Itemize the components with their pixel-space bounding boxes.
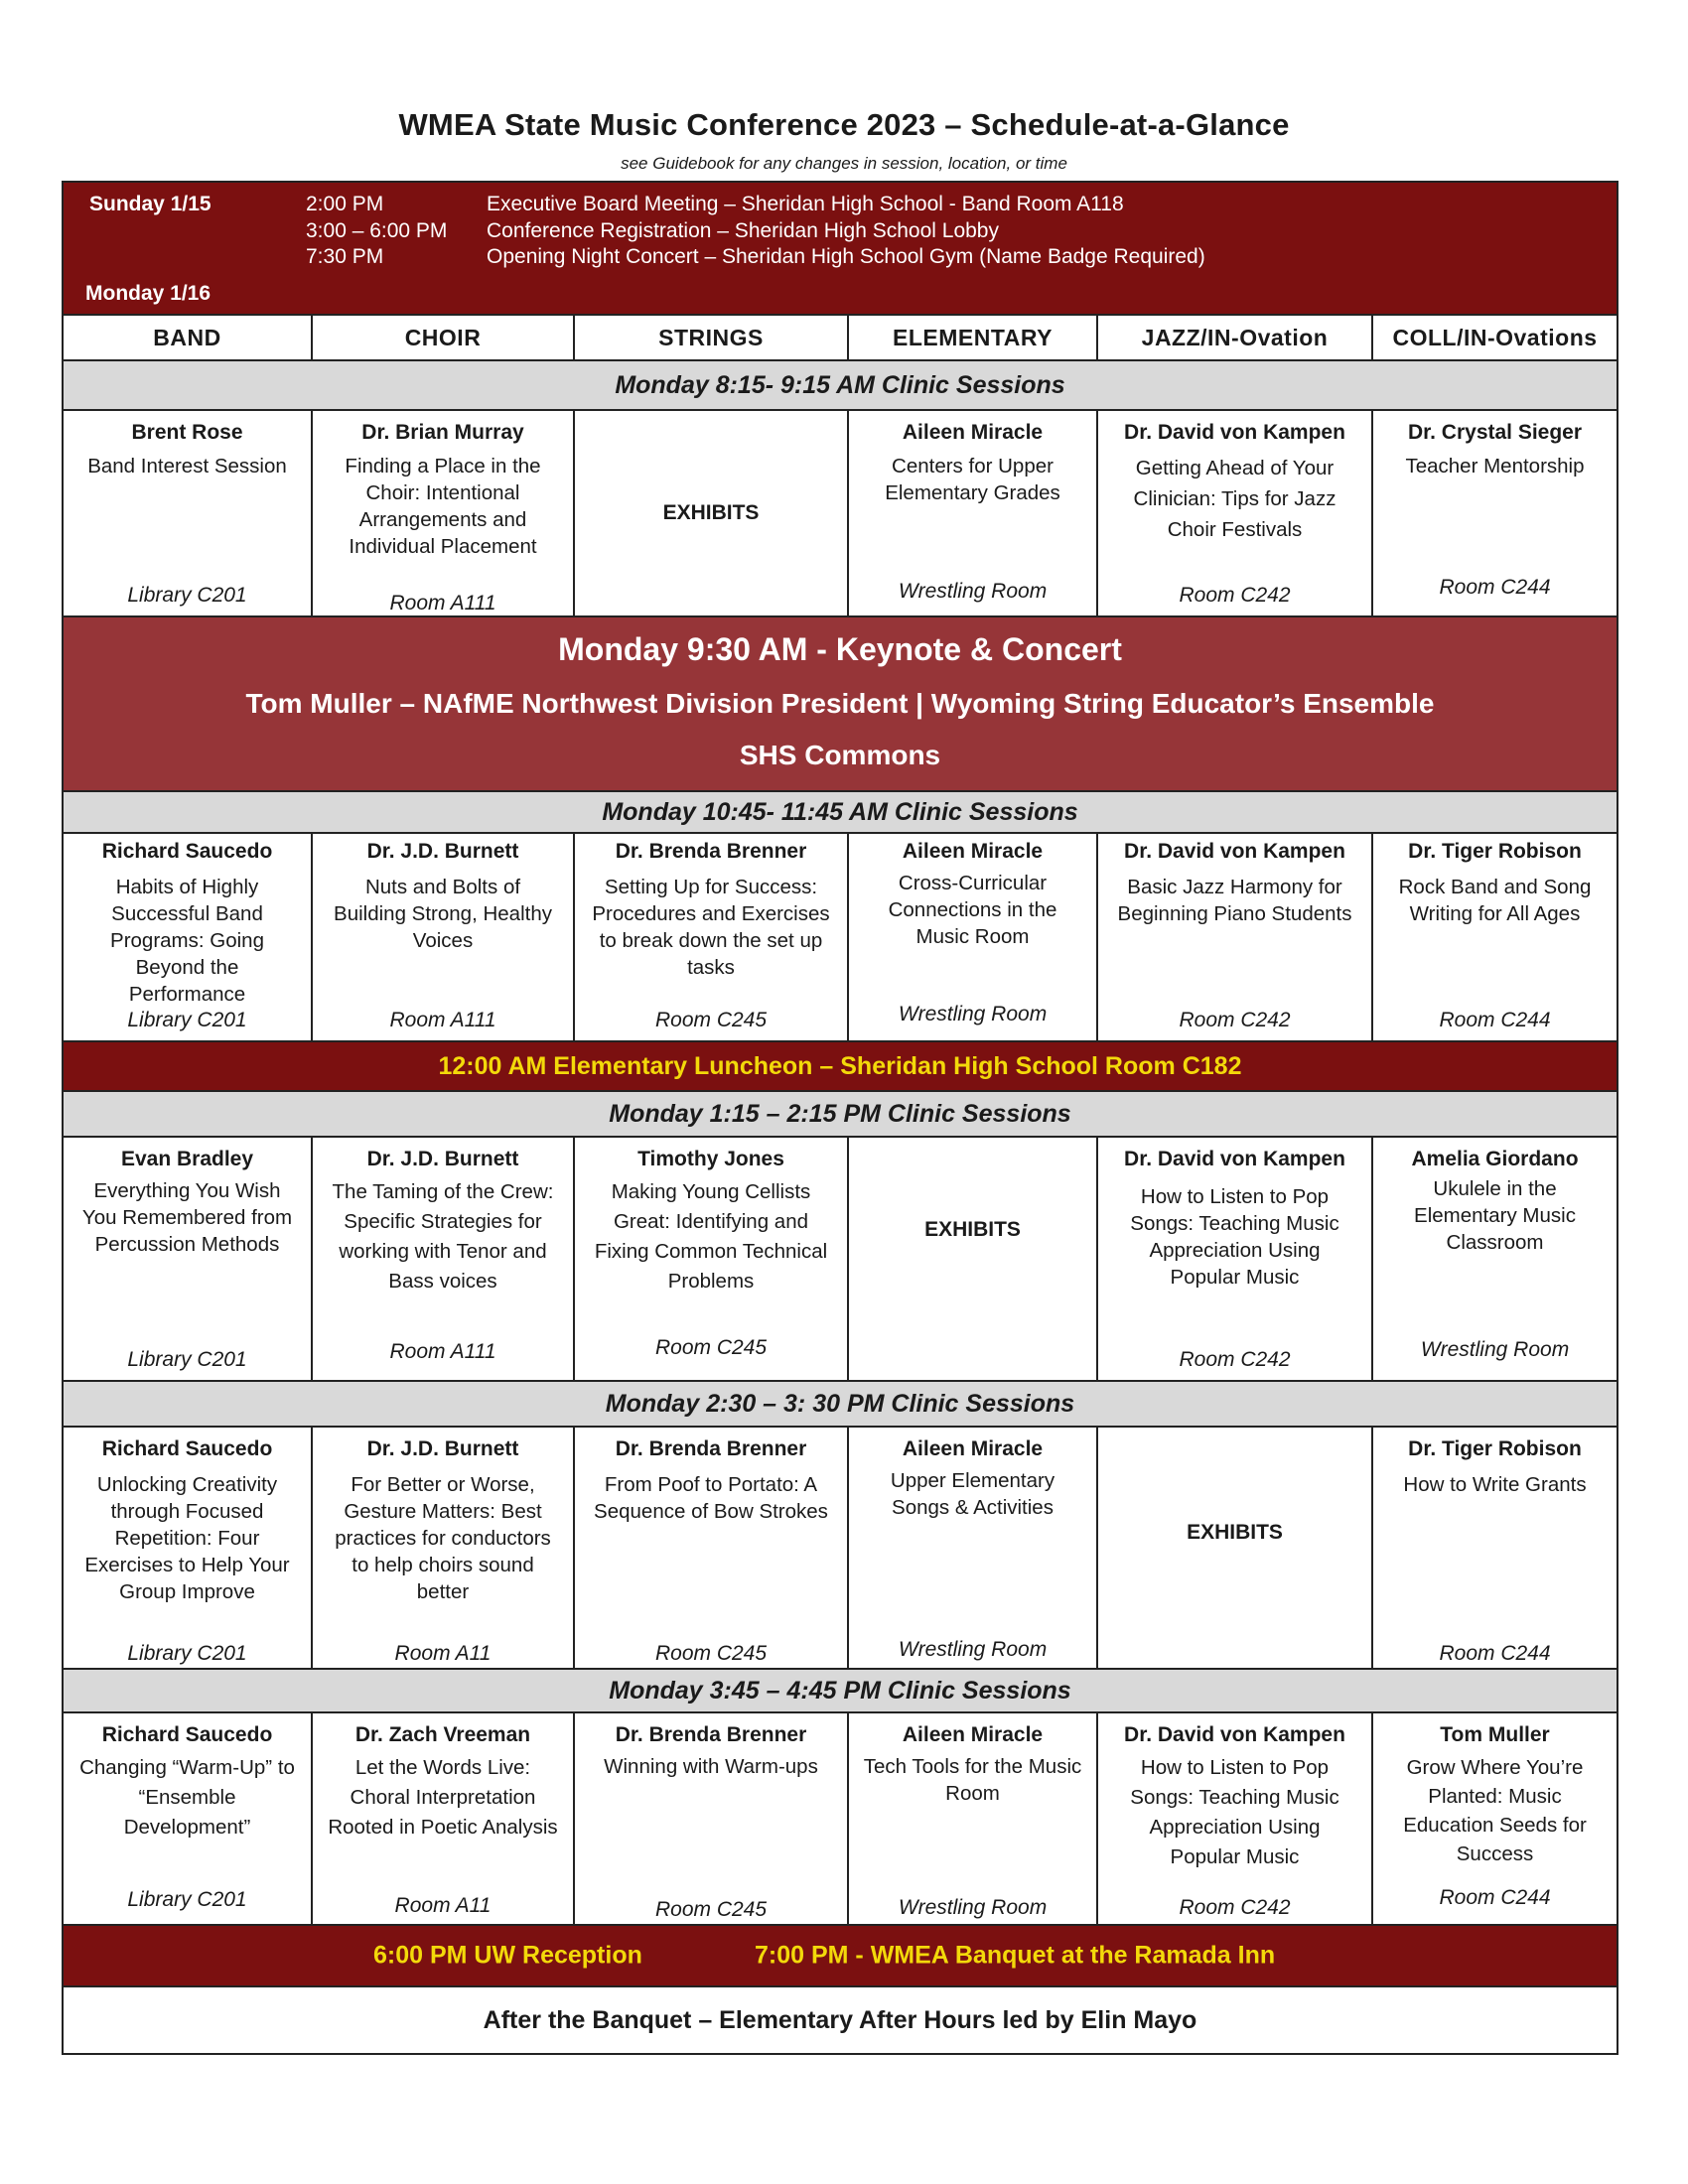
session-cell — [575, 1138, 849, 1380]
column-header: CHOIR — [313, 316, 575, 359]
session-slot-header: Monday 8:15- 9:15 AM Clinic Sessions — [64, 361, 1617, 411]
session-cell — [64, 1713, 313, 1924]
session-cell — [313, 1138, 575, 1380]
session-row — [64, 1428, 1617, 1668]
session-cell — [64, 411, 313, 615]
room-label: Room C242 — [1179, 1009, 1291, 1031]
column-header: STRINGS — [575, 316, 849, 359]
keynote-banner — [64, 615, 1617, 790]
column-header-row — [64, 314, 1617, 361]
presenter-name: Dr. David von Kampen — [1124, 840, 1345, 863]
room-label: Room C245 — [654, 1642, 768, 1665]
session-title: Teacher Mentorship — [1405, 455, 1585, 478]
session-title: Tech Tools for the Music Room — [863, 1755, 1082, 1805]
presenter-name: Richard Saucedo — [101, 840, 273, 863]
session-cell — [1373, 834, 1617, 1040]
presenter-name: Richard Saucedo — [101, 1723, 273, 1746]
session-cell — [1098, 1138, 1373, 1380]
sunday-date: Sunday 1/15 — [89, 193, 211, 215]
session-cell — [1373, 1713, 1617, 1924]
room-label: Wrestling Room — [898, 1003, 1048, 1025]
session-row — [64, 411, 1617, 615]
presenter-name: Brent Rose — [131, 421, 243, 444]
room-label: Room A111 — [389, 1340, 496, 1363]
session-title: Upper Elementary Songs & Activities — [890, 1469, 1055, 1519]
session-title: The Taming of the Crew: Specific Strategies for working with Tenor and Bass voices — [332, 1180, 554, 1293]
presenter-name: Dr. Brenda Brenner — [615, 840, 807, 863]
room-label: Room C244 — [1439, 1009, 1551, 1031]
session-title: Cross-Curricular Connections in the Music Room — [888, 872, 1057, 948]
room-label: Wrestling Room — [1420, 1338, 1570, 1361]
session-title: Finding a Place in the Choir: Intentional Arrangements and Individual Placement — [345, 455, 541, 558]
room-label: Library C201 — [127, 584, 247, 607]
presenter-name: Tom Muller — [1440, 1723, 1550, 1746]
presenter-name: Richard Saucedo — [101, 1437, 273, 1460]
exhibits-label: EXHIBITS — [1187, 1521, 1283, 1545]
session-title: How to Listen to Pop Songs: Teaching Music Appreciation Using Popular Music — [1130, 1756, 1339, 1868]
session-cell — [64, 834, 313, 1040]
presenter-name: Dr. David von Kampen — [1124, 1723, 1345, 1746]
event-time: 7:30 PM — [306, 245, 384, 268]
presenter-name: Aileen Miracle — [902, 1723, 1044, 1746]
room-label: Library C201 — [127, 1642, 247, 1665]
session-cell — [313, 1428, 575, 1668]
session-cell — [313, 834, 575, 1040]
session-row — [64, 1138, 1617, 1380]
session-row — [64, 834, 1617, 1040]
session-row — [64, 1713, 1617, 1924]
presenter-name: Aileen Miracle — [902, 421, 1044, 444]
session-title: Rock Band and Song Writing for All Ages — [1398, 876, 1592, 925]
presenter-name: Dr. Tiger Robison — [1408, 1437, 1582, 1460]
session-cell — [849, 834, 1098, 1040]
column-header: BAND — [64, 316, 313, 359]
session-cell — [849, 1428, 1098, 1668]
session-title: How to Write Grants — [1403, 1473, 1587, 1496]
presenter-name: Timothy Jones — [637, 1148, 784, 1170]
luncheon-banner: 12:00 AM Elementary Luncheon – Sheridan High School Room C182 — [64, 1040, 1617, 1090]
room-label: Library C201 — [127, 1888, 247, 1911]
session-cell — [64, 1428, 313, 1668]
reception-label: 6:00 PM UW Reception — [373, 1941, 642, 1970]
session-title: Band Interest Session — [87, 455, 287, 478]
presenter-name: Dr. Brenda Brenner — [615, 1723, 807, 1746]
session-cell — [1373, 1428, 1617, 1668]
column-header: JAZZ/IN-Ovation — [1098, 316, 1373, 359]
session-title: Changing “Warm-Up” to “Ensemble Development” — [79, 1756, 295, 1839]
session-title: Grow Where You’re Planted: Music Education Seeds for Success — [1403, 1756, 1587, 1865]
event-desc: Opening Night Concert – Sheridan High School Gym (Name Badge Required) — [487, 245, 1205, 268]
banquet-label: 7:00 PM - WMEA Banquet at the Ramada Inn — [755, 1941, 1276, 1970]
presenter-name: Dr. Crystal Sieger — [1407, 421, 1583, 444]
presenter-name: Dr. Brian Murray — [361, 421, 524, 444]
presenter-name: Dr. Brenda Brenner — [615, 1437, 807, 1460]
presenter-name: Evan Bradley — [120, 1148, 254, 1170]
session-cell — [575, 1713, 849, 1924]
monday-date: Monday 1/16 — [85, 282, 211, 305]
session-title: Getting Ahead of Your Clinician: Tips for Jazz Choir Festivals — [1133, 457, 1336, 541]
session-cell — [849, 1713, 1098, 1924]
after-hours-note: After the Banquet – Elementary After Hours led by Elin Mayo — [64, 1985, 1617, 2053]
room-label: Wrestling Room — [898, 1896, 1048, 1919]
schedule-table — [62, 181, 1618, 2055]
session-cell — [1098, 834, 1373, 1040]
event-time: 3:00 – 6:00 PM — [306, 219, 448, 242]
session-cell — [849, 411, 1098, 615]
event-desc: Executive Board Meeting – Sheridan High School - Band Room A118 — [487, 193, 1124, 215]
presenter-name: Aileen Miracle — [902, 840, 1044, 863]
session-title: How to Listen to Pop Songs: Teaching Music Appreciation Using Popular Music — [1130, 1185, 1339, 1289]
keynote-title: Monday 9:30 AM - Keynote & Concert — [558, 631, 1122, 667]
session-title: Let the Words Live: Choral Interpretation Rooted in Poetic Analysis — [328, 1756, 558, 1839]
session-slot-header: Monday 10:45- 11:45 AM Clinic Sessions — [64, 790, 1617, 834]
presenter-name: Dr. J.D. Burnett — [366, 840, 519, 863]
presenter-name: Aileen Miracle — [902, 1437, 1044, 1460]
keynote-speakers: Tom Muller – NAfME Northwest Division President | Wyoming String Educator’s Ensemble — [245, 688, 1435, 719]
session-cell — [1373, 411, 1617, 615]
room-label: Library C201 — [127, 1009, 247, 1031]
evening-banner — [64, 1924, 1617, 1985]
room-label: Wrestling Room — [898, 580, 1048, 603]
session-cell — [1373, 1138, 1617, 1380]
presenter-name: Dr. Zach Vreeman — [354, 1723, 531, 1746]
session-title: Centers for Upper Elementary Grades — [885, 455, 1060, 504]
session-cell — [313, 411, 575, 615]
session-title: From Poof to Portato: A Sequence of Bow Strokes — [594, 1473, 828, 1523]
room-label: Room C244 — [1439, 1886, 1551, 1909]
exhibits-cell — [575, 411, 849, 615]
room-label: Room C245 — [654, 1009, 768, 1031]
session-cell — [313, 1713, 575, 1924]
session-cell — [575, 834, 849, 1040]
room-label: Room A111 — [389, 592, 496, 614]
session-title: For Better or Worse, Gesture Matters: Best practices for conductors to help choirs sound better — [335, 1473, 551, 1603]
session-title: Winning with Warm-ups — [604, 1755, 818, 1778]
session-slot-header: Monday 1:15 – 2:15 PM Clinic Sessions — [64, 1090, 1617, 1138]
session-cell — [1098, 1713, 1373, 1924]
presenter-name: Dr. J.D. Burnett — [366, 1148, 519, 1170]
room-label: Room C242 — [1179, 1348, 1291, 1371]
session-cell — [1098, 411, 1373, 615]
event-desc: Conference Registration – Sheridan High School Lobby — [487, 219, 999, 242]
room-label: Room C244 — [1439, 576, 1551, 599]
room-label: Room C245 — [654, 1898, 768, 1921]
session-cell — [64, 1138, 313, 1380]
presenter-name: Dr. David von Kampen — [1124, 421, 1345, 444]
page-title: WMEA State Music Conference 2023 – Schedule-at-a-Glance — [398, 107, 1290, 142]
session-title: Basic Jazz Harmony for Beginning Piano Students — [1117, 876, 1352, 925]
event-time: 2:00 PM — [306, 193, 384, 215]
presenter-name: Dr. J.D. Burnett — [366, 1437, 519, 1460]
page-subtitle: see Guidebook for any changes in session, location, or time — [621, 154, 1067, 173]
session-slot-header: Monday 2:30 – 3: 30 PM Clinic Sessions — [64, 1380, 1617, 1428]
exhibits-label: EXHIBITS — [662, 501, 760, 524]
session-title: Making Young Cellists Great: Identifying and Fixing Common Technical Problems — [594, 1180, 828, 1293]
presenter-name: Amelia Giordano — [1411, 1148, 1579, 1170]
exhibits-cell — [1098, 1428, 1373, 1668]
room-label: Room A11 — [394, 1642, 492, 1665]
room-label: Room A11 — [394, 1894, 492, 1917]
room-label: Library C201 — [127, 1348, 247, 1371]
room-label: Wrestling Room — [898, 1638, 1048, 1661]
session-title: Everything You Wish You Remembered from Percussion Methods — [81, 1179, 293, 1256]
room-label: Room C242 — [1179, 1896, 1291, 1919]
room-label: Room C242 — [1179, 584, 1291, 607]
room-label: Room C245 — [654, 1336, 768, 1359]
column-header: COLL/IN-Ovations — [1392, 324, 1598, 350]
session-title: Nuts and Bolts of Building Strong, Healthy Voices — [334, 876, 552, 952]
sunday-band — [64, 183, 1617, 314]
session-title: Unlocking Creativity through Focused Repetition: Four Exercises to Help Your Group Improve — [84, 1473, 290, 1603]
room-label: Room C244 — [1439, 1642, 1551, 1665]
exhibits-label: EXHIBITS — [924, 1217, 1021, 1241]
session-cell — [575, 1428, 849, 1668]
presenter-name: Dr. David von Kampen — [1124, 1148, 1345, 1170]
keynote-location: SHS Commons — [739, 740, 941, 770]
session-title: Ukulele in the Elementary Music Classroom — [1414, 1177, 1576, 1254]
session-slot-header: Monday 3:45 – 4:45 PM Clinic Sessions — [64, 1668, 1617, 1713]
column-header: ELEMENTARY — [849, 316, 1098, 359]
exhibits-cell — [849, 1138, 1098, 1380]
session-title: Setting Up for Success: Procedures and Exercises to break down the set up tasks — [592, 876, 830, 979]
session-title: Habits of Highly Successful Band Programs: Going Beyond the Performance — [110, 876, 264, 1006]
presenter-name: Dr. Tiger Robison — [1408, 840, 1582, 863]
room-label: Room A111 — [389, 1009, 496, 1031]
